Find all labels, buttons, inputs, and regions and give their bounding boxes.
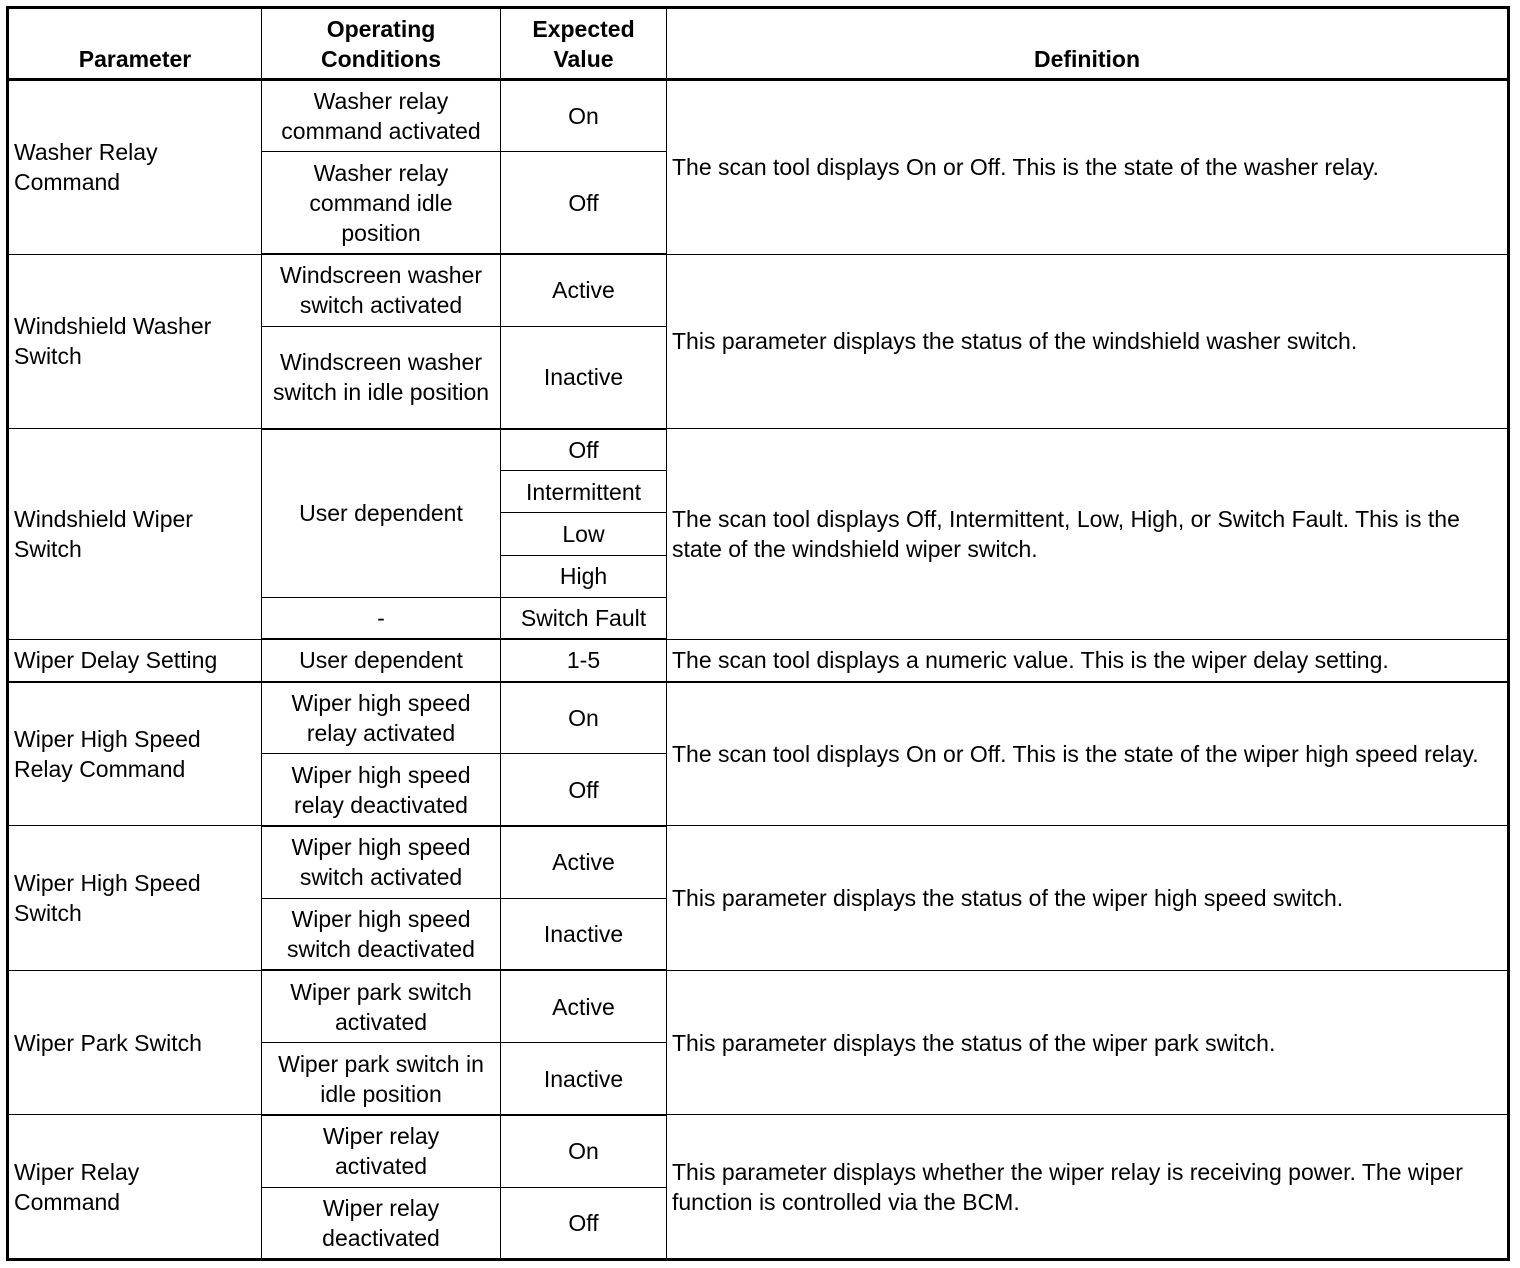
value-cell: Intermittent: [501, 471, 667, 513]
condition-cell: Wiper park switch activated: [262, 970, 501, 1042]
condition-cell: Wiper high speed switch activated: [262, 826, 501, 898]
parameter-cell: Windshield Wiper Switch: [8, 429, 262, 640]
parameter-cell: Washer Relay Command: [8, 80, 262, 255]
value-cell: Active: [501, 970, 667, 1042]
table-row: [8, 639, 1509, 681]
parameter-cell: Wiper Park Switch: [8, 970, 262, 1114]
condition-cell: Wiper relay activated: [262, 1115, 501, 1187]
condition-cell: User dependent: [262, 429, 501, 598]
condition-cell: Washer relay command idle position: [262, 152, 501, 254]
condition-cell: -: [262, 597, 501, 639]
condition-cell: Windscreen washer switch in idle position: [262, 326, 501, 428]
condition-cell: Washer relay command activated: [262, 80, 501, 152]
value-cell: Low: [501, 513, 667, 555]
value-cell: Inactive: [501, 326, 667, 428]
condition-cell: User dependent: [262, 639, 501, 681]
definition-cell: The scan tool displays Off, Intermittent, Low, High, or Switch Fault. This is the state of the windshield wiper switch.: [667, 429, 1509, 640]
condition-cell: Wiper park switch in idle position: [262, 1043, 501, 1115]
table-row: [8, 826, 1509, 898]
definition-cell: This parameter displays whether the wiper relay is receiving power. The wiper function is controlled via the BCM.: [667, 1115, 1509, 1260]
condition-cell: Windscreen washer switch activated: [262, 254, 501, 326]
definition-cell: This parameter displays the status of the wiper park switch.: [667, 970, 1509, 1114]
value-cell: Off: [501, 754, 667, 826]
parameter-table: [6, 6, 1510, 1261]
table-row: [8, 80, 1509, 152]
header-definition: Definition: [667, 8, 1509, 80]
definition-cell: The scan tool displays On or Off. This is the state of the washer relay.: [667, 80, 1509, 255]
condition-cell: Wiper high speed relay deactivated: [262, 754, 501, 826]
parameter-cell: Windshield Washer Switch: [8, 254, 262, 429]
value-cell: Off: [501, 1187, 667, 1259]
value-cell: Inactive: [501, 1043, 667, 1115]
definition-cell: The scan tool displays a numeric value. This is the wiper delay setting.: [667, 639, 1509, 681]
table-row: [8, 429, 1509, 471]
value-cell: Off: [501, 152, 667, 254]
value-cell: On: [501, 80, 667, 152]
value-cell: On: [501, 1115, 667, 1187]
value-cell: Switch Fault: [501, 597, 667, 639]
condition-cell: Wiper relay deactivated: [262, 1187, 501, 1259]
definition-cell: This parameter displays the status of the windshield washer switch.: [667, 254, 1509, 429]
value-cell: On: [501, 682, 667, 754]
header-parameter: Parameter: [8, 8, 262, 80]
definition-cell: The scan tool displays On or Off. This is the state of the wiper high speed relay.: [667, 682, 1509, 826]
value-cell: Off: [501, 429, 667, 471]
header-row: [8, 8, 1509, 80]
value-cell: High: [501, 555, 667, 597]
value-cell: Active: [501, 826, 667, 898]
header-operating-conditions: Operating Conditions: [262, 8, 501, 80]
definition-cell: This parameter displays the status of the wiper high speed switch.: [667, 826, 1509, 970]
condition-cell: Wiper high speed switch deactivated: [262, 898, 501, 970]
header-expected-value: Expected Value: [501, 8, 667, 80]
table-row: [8, 970, 1509, 1042]
parameter-cell: Wiper Delay Setting: [8, 639, 262, 681]
condition-cell: Wiper high speed relay activated: [262, 682, 501, 754]
parameter-cell: Wiper Relay Command: [8, 1115, 262, 1260]
table-row: [8, 1115, 1509, 1187]
value-cell: Active: [501, 254, 667, 326]
value-cell: Inactive: [501, 898, 667, 970]
parameter-cell: Wiper High Speed Switch: [8, 826, 262, 970]
value-cell: 1-5: [501, 639, 667, 681]
table-row: [8, 682, 1509, 754]
parameter-cell: Wiper High Speed Relay Command: [8, 682, 262, 826]
table-row: [8, 254, 1509, 326]
